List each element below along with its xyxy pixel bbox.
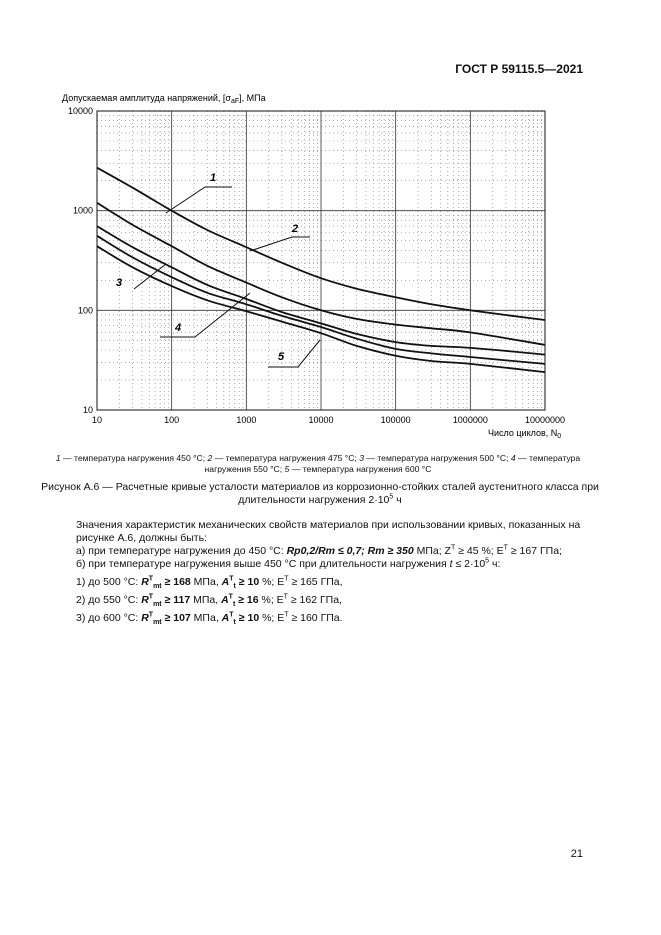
y-tick-label: 10 bbox=[82, 405, 93, 415]
x-tick-label: 10 bbox=[91, 415, 103, 425]
curve-label-4: 4 bbox=[175, 322, 182, 334]
y-axis-label: Допускаемая амплитуда напряжений, $[\sigma_{aF}]$, МПа bbox=[62, 93, 266, 105]
tick-labels bbox=[68, 106, 565, 425]
figure-legend bbox=[48, 453, 588, 475]
curve-label-5: 5 bbox=[278, 351, 285, 363]
caption-line-2: длительности нагружения $2\cdot 10^5$ ч bbox=[238, 493, 402, 506]
legend-num-1: 1 bbox=[55, 453, 61, 463]
y-tick-label: 1000 bbox=[72, 205, 93, 216]
item-a: а) при температуре нагружения до 450 °С: Rp0,2/Rm ≤ 0,7; Rm ≥ 350 МПа; $Z^T \ge 45$ %; $E^T \ge 167$ ГПа; bbox=[76, 544, 562, 557]
fatigue-chart bbox=[0, 0, 661, 450]
leader-line-3 bbox=[134, 264, 166, 289]
x-tick-label: 10000 bbox=[308, 415, 334, 425]
chart-svg bbox=[0, 0, 661, 450]
legend-num-2: 2 bbox=[207, 453, 213, 463]
x-tick-label: 100000 bbox=[380, 415, 411, 425]
leader-line-5 bbox=[268, 340, 320, 367]
document-id: ГОСТ Р 59115.5—2021 bbox=[455, 62, 583, 76]
leader-line-2 bbox=[250, 237, 310, 251]
legend-num-3: 3 bbox=[359, 453, 364, 463]
y-tick-label: 100 bbox=[77, 305, 93, 316]
sub-item-3: 3) до 600 °С: $R^T_{mt} \ge 107$ МПа, $A^T_t \ge 10$ %; $E^T \ge 160$ ГПа. bbox=[76, 611, 343, 627]
x-tick-label: 1000 bbox=[236, 415, 257, 425]
legend-text-3: — температура нагружения 500 °С; bbox=[363, 453, 511, 463]
x-tick-label: 10000000 bbox=[524, 415, 566, 425]
legend-num-4: 4 bbox=[510, 453, 516, 463]
sub-item-1: 1) до 500 °С: $R^T_{mt} \ge 168$ МПа, $A^T_t \ge 10$ %; $E^T \ge 165$ ГПа, bbox=[76, 575, 343, 591]
x-tick-label: 1000000 bbox=[452, 415, 488, 425]
legend-text-5: — температура нагружения 600 °С bbox=[289, 464, 432, 474]
sub-item-2: 2) до 550 °С: $R^T_{mt} \ge 117$ МПа, $A^T_t \ge 16$ %; $E^T \ge 162$ ГПа, bbox=[76, 593, 342, 609]
y-tick-label: 10000 bbox=[67, 106, 93, 116]
legend-text-4: — температура нагружения 550 °С; bbox=[204, 453, 581, 474]
curve-label-3: 3 bbox=[116, 277, 123, 289]
legend-text-1: — температура нагружения 450 °С; bbox=[60, 453, 208, 463]
curve-label-2: 2 bbox=[292, 223, 299, 235]
item-b: б) при температуре нагружения выше 450 °С при длительности нагружения $t \le 2\cdot 10^5$ ч: bbox=[76, 557, 501, 570]
caption-line-1: Рисунок А.6 — Расчетные кривые усталости материалов из коррозионно-стойких сталей аустенитного класса при bbox=[41, 481, 599, 493]
curve-labels bbox=[116, 172, 320, 367]
page-number: 21 bbox=[570, 848, 583, 860]
curve-label-1: 1 bbox=[210, 172, 217, 184]
x-axis-label: Число циклов, $N_0$ bbox=[488, 428, 562, 440]
legend-text-2: — температура нагружения 475 °С; bbox=[212, 453, 360, 463]
body-text bbox=[76, 519, 586, 625]
legend-num-5: 5 bbox=[284, 464, 290, 474]
x-tick-label: 100 bbox=[164, 415, 180, 425]
figure-caption bbox=[40, 481, 600, 507]
leader-line-1 bbox=[166, 187, 232, 213]
intro-paragraph: Значения характеристик механических свойств материалов при использовании кривых, показанных на рисунке А.6, должны быть: bbox=[76, 519, 581, 544]
